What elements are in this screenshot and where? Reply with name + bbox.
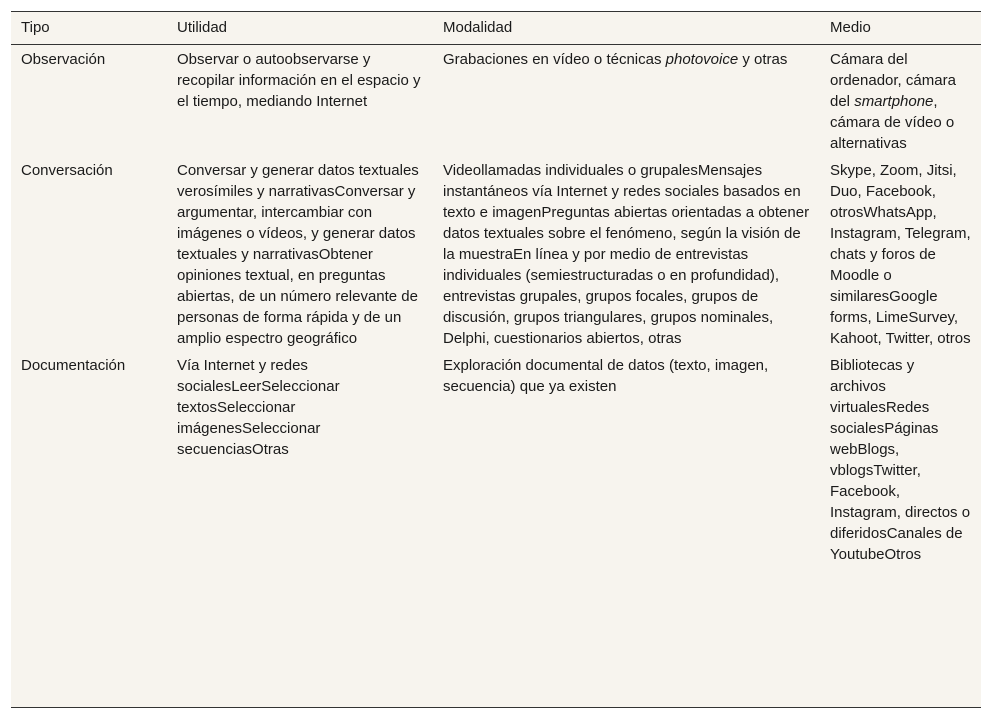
cell-medio: Bibliotecas y archivos virtualesRedes socialesPáginas webBlogs, vblogsTwitter, Facebook, Instagram, directos o diferidosCanales de YoutubeOtros: [830, 357, 971, 563]
table-body: [11, 45, 981, 568]
table-header: [11, 12, 981, 45]
cell-tipo: Observación: [21, 51, 106, 68]
table-row: [11, 45, 981, 157]
cell-medio: Skype, Zoom, Jitsi, Duo, Facebook, otrosWhatsApp, Instagram, Telegram, chats y foros de Moodle o similaresGoogle forms, LimeSurvey, Kahoot, Twitter, otros: [830, 162, 971, 347]
cell-tipo: Conversación: [21, 162, 113, 179]
header-tipo: Tipo: [11, 12, 167, 45]
cell-emphasis: photovoice: [665, 51, 739, 68]
cell-utilidad: Observar o autoobservarse y recopilar información en el espacio y el tiempo, mediando Internet: [177, 51, 421, 110]
table-row: [11, 351, 981, 567]
cell-utilidad: Conversar y generar datos textuales verosímiles y narrativasConversar y argumentar, intercambiar con imágenes o vídeos, y generar datos textuales y narrativasObtener opiniones textual, en preguntas abiertas, de un número relevante de personas de forma rápida y de un amplio espectro geográfico: [177, 162, 419, 347]
table-row: [11, 156, 981, 351]
cell-text: y otras: [738, 51, 788, 68]
cell-medio: [820, 45, 981, 157]
header-row: [11, 12, 981, 45]
cell-modalidad: Exploración documental de datos (texto, imagen, secuencia) que ya existen: [443, 357, 769, 395]
cell-tipo: Documentación: [21, 357, 126, 374]
cell-utilidad: Vía Internet y redes socialesLeerSeleccionar textosSeleccionar imágenesSeleccionar secuenciasOtras: [177, 357, 340, 458]
cell-emphasis: smartphone: [854, 93, 934, 110]
data-table: [11, 12, 981, 567]
cell-text: Cámara del ordenador, cámara del: [830, 51, 956, 110]
cell-modalidad: [433, 45, 820, 157]
header-medio: Medio: [820, 12, 981, 45]
header-utilidad: Utilidad: [167, 12, 433, 45]
cell-modalidad: Videollamadas individuales o grupalesMensajes instantáneos vía Internet y redes sociales basados en texto e imagenPreguntas abiertas orientadas a obtener datos textuales sobre el fenómeno, según la visión de la muestraEn línea y por medio de entrevistas individuales (semiestructuradas o en profundidad), entrevistas grupales, grupos focales, grupos de discusión, grupos triangulares, grupos nominales, Delphi, cuestionarios abiertos, otras: [443, 162, 810, 347]
cell-text: Grabaciones en vídeo o técnicas: [443, 51, 666, 68]
data-table-container: [11, 11, 981, 708]
header-modalidad: Modalidad: [433, 12, 820, 45]
cell-text: , cámara de vídeo o alternativas: [830, 93, 955, 152]
